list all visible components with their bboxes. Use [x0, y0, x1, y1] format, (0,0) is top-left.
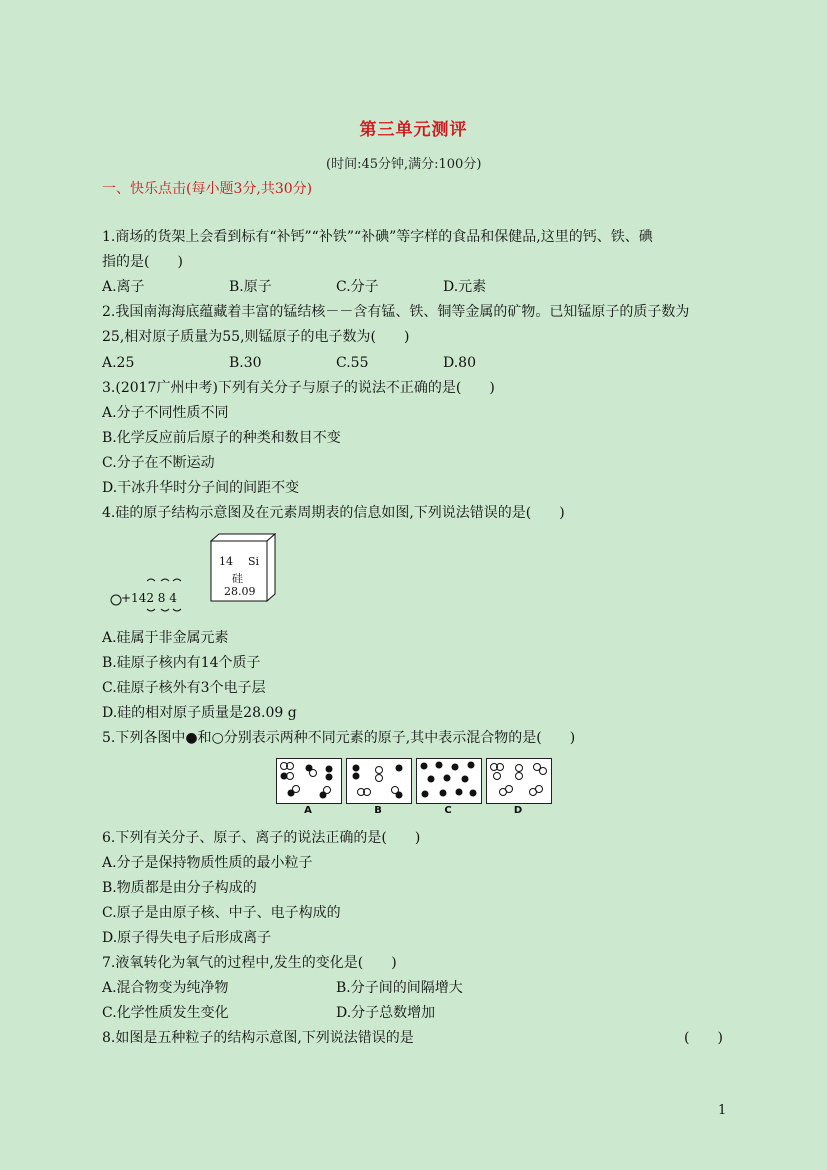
question-8-line-1: 8.如图是五种粒子的结构示意图,下列说法错误的是 [102, 1030, 414, 1046]
q3-option-b: B.化学反应前后原子的种类和数目不变 [102, 430, 341, 446]
molecule-diagram-figure [276, 758, 552, 818]
particles-c [417, 759, 481, 803]
q2-option-b: B.30 [229, 355, 262, 371]
q3-option-d: D.干冰升华时分子间的间距不变 [102, 480, 300, 496]
q6-option-a: A.分子是保持物质性质的最小粒子 [102, 855, 313, 871]
page-number: 1 [718, 1103, 727, 1118]
q3-option-c: C.分子在不断运动 [102, 455, 215, 471]
periodic-table-cell-silicon [210, 533, 274, 601]
q6-option-d: D.原子得失电子后形成离子 [102, 930, 272, 946]
silicon-atom-structure-diagram [107, 573, 187, 623]
q1-option-d: D.元素 [443, 279, 487, 295]
q7-option-d: D.分子总数增加 [336, 1005, 436, 1021]
q4-option-b: B.硅原子核内有14个质子 [102, 655, 261, 671]
diagram-label-d: D [513, 805, 523, 816]
question-2-line-1: 2.我国南海海底蕴藏着丰富的锰结核－－含有锰、铁、铜等金属的矿物。已知锰原子的质子数为 [102, 304, 690, 320]
q2-option-d: D.80 [443, 355, 476, 371]
question-1-line-1: 1.商场的货架上会看到标有“补钙”“补铁”“补碘”等字样的食品和保健品,这里的钙、铁、碘 [102, 229, 653, 245]
q1-option-b: B.原子 [229, 279, 272, 295]
diagram-label-c: C [444, 805, 452, 816]
q4-option-c: C.硅原子核外有3个电子层 [102, 680, 266, 696]
element-symbol: Si [248, 555, 260, 568]
diagram-box-d [486, 758, 552, 804]
exam-time-info: (时间:45分钟,满分:100分) [326, 157, 482, 172]
q7-option-a: A.混合物变为纯净物 [102, 980, 229, 996]
question-2-line-2: 25,相对原子质量为55,则锰原子的电子数为( ) [102, 329, 410, 345]
diagram-label-b: B [374, 805, 382, 816]
question-3-line-1: 3.(2017广州中考)下列有关分子与原子的说法不正确的是( ) [102, 380, 495, 396]
q2-option-a: A.25 [102, 355, 135, 371]
question-4-line-1: 4.硅的原子结构示意图及在元素周期表的信息如图,下列说法错误的是( ) [102, 505, 565, 521]
particles-d [487, 759, 551, 803]
q1-option-a: A.离子 [102, 279, 145, 295]
q1-option-c: C.分子 [336, 279, 379, 295]
q4-option-d: D.硅的相对原子质量是28.09 g [102, 705, 297, 721]
section-heading: 一、快乐点击(每小题3分,共30分) [102, 181, 313, 197]
atomic-mass: 28.09 [224, 585, 256, 598]
diagram-box-a [276, 758, 342, 804]
page-title: 第三单元测评 [359, 120, 468, 140]
q7-option-b: B.分子间的间隔增大 [336, 980, 463, 996]
particles-a [277, 759, 341, 803]
q6-option-b: B.物质都是由分子构成的 [102, 880, 257, 896]
q7-option-c: C.化学性质发生变化 [102, 1005, 229, 1021]
question-5-line-1: 5.下列各图中●和○分别表示两种不同元素的原子,其中表示混合物的是( ) [102, 730, 576, 746]
q4-option-a: A.硅属于非金属元素 [102, 630, 229, 646]
q2-option-c: C.55 [336, 355, 369, 371]
q3-option-a: A.分子不同性质不同 [102, 405, 229, 421]
question-1-line-2: 指的是( ) [102, 254, 183, 270]
question-6-line-1: 6.下列有关分子、原子、离子的说法正确的是( ) [102, 830, 421, 846]
q6-option-c: C.原子是由原子核、中子、电子构成的 [102, 905, 341, 921]
particles-b [347, 759, 411, 803]
answer-bracket: ( ) [684, 1030, 723, 1046]
diagram-box-c [416, 758, 482, 804]
atom-nucleus-and-shells: +142 8 4 [121, 591, 177, 605]
atomic-number: 14 [219, 555, 233, 568]
element-name: 硅 [232, 572, 243, 585]
diagram-label-a: A [304, 805, 312, 816]
diagram-box-b [346, 758, 412, 804]
question-7-line-1: 7.液氧转化为氧气的过程中,发生的变化是( ) [102, 955, 397, 971]
